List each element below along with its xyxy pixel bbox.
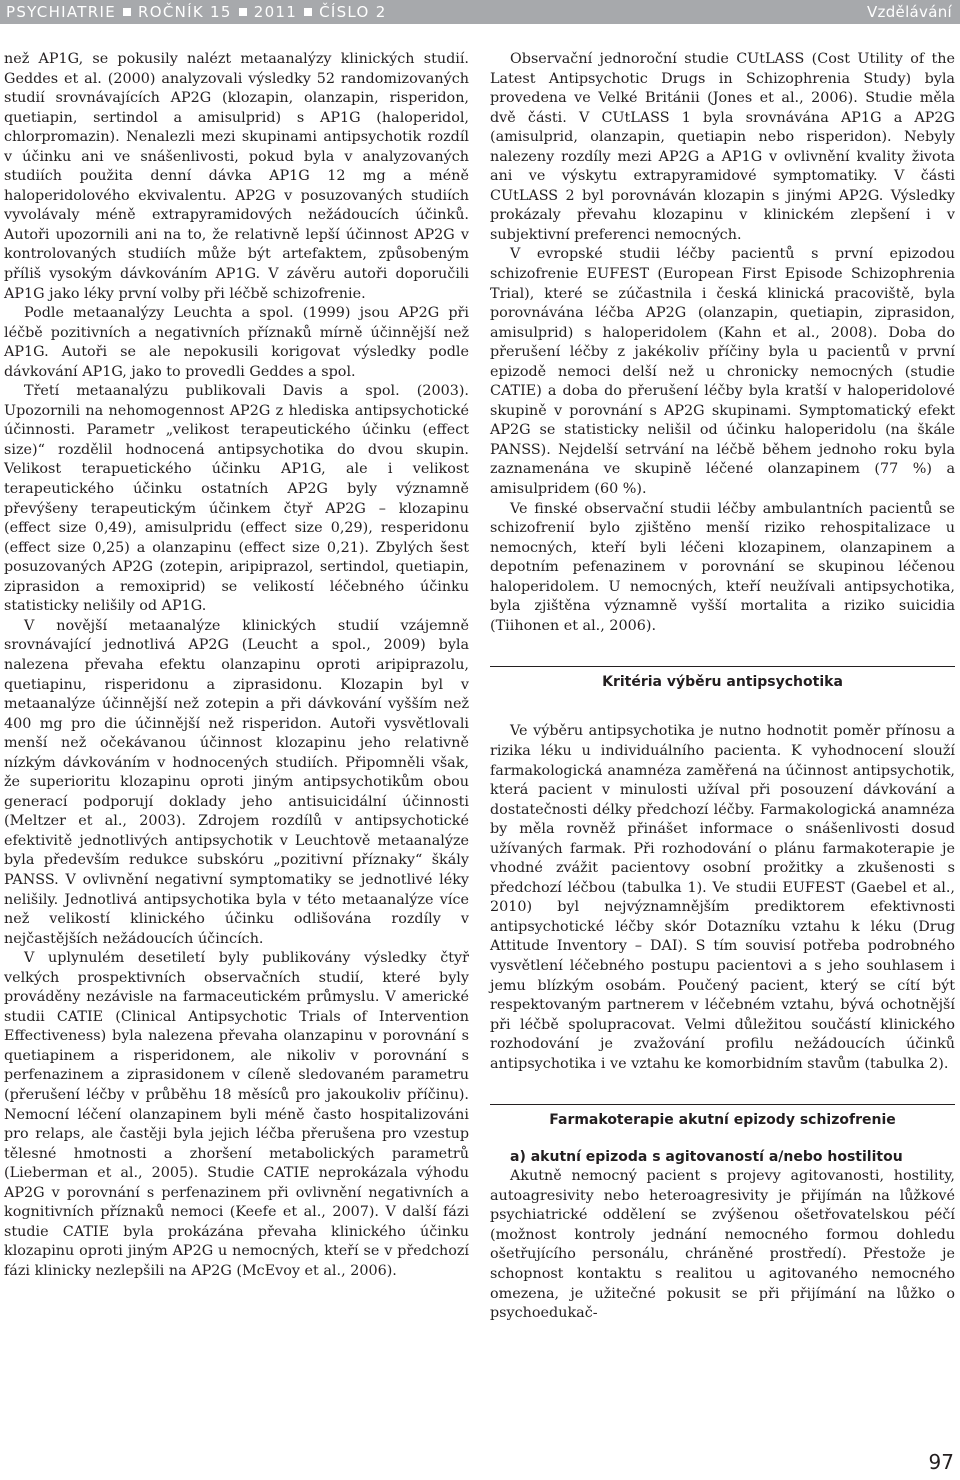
page-number: 97 bbox=[928, 1450, 954, 1474]
separator-square-icon bbox=[239, 8, 247, 16]
left-column bbox=[4, 50, 469, 1281]
section-heading: Farmakoterapie akutní epizody schizofrenie bbox=[549, 1112, 896, 1129]
journal-name: PSYCHIATRIE bbox=[6, 3, 116, 21]
right-column bbox=[490, 50, 955, 1324]
running-header bbox=[0, 0, 960, 24]
section-rule bbox=[490, 1104, 955, 1105]
journal-volume: ROČNÍK 15 bbox=[137, 3, 232, 21]
paragraph: než AP1G, se pokusily nalézt metaanalýzy klinických studií. Geddes et al. (2000) analyzovali výsledky 52 randomizovaných studií srovnávajících AP2G (klozapin, olanzapin, risperidon, quetiapin, sertindol a amisulprid) s AP1G (haloperidol, chlorpromazin). Nenalezli mezi skupinami antipsychotik rozdíl v účinku ani ve snášenlivosti, pokud byla v analyzovaných studiích použita denní dávka AP1G 12 mg a méně haloperidolového ekvivalentu. AP2G v posuzovaných studiích vyvolávaly méně extrapyramidových nežádoucích účinků. Autoři upozornili ani na to, že relativně lepší účinnost AP2G v kontrolovaných studiích může být artefaktem, způsobeným příliš vysokým dávkováním AP1G. V závěru autoři doporučili AP1G jako léky první volby při léčbě schizofrenie. bbox=[4, 51, 469, 302]
journal-year: 2011 bbox=[253, 3, 298, 21]
journal-info bbox=[6, 3, 387, 21]
paragraph: Ve výběru antipsychotika je nutno hodnotit poměr přínosu a rizika léku u individuálního pacienta. K vyhodnocení slouží farmakologická anamnéza zaměřená na účinnost antipsychotik, která pacient v minulosti užíval při posouzení dávkování a dostatečnosti délky předchozí léčby. Farmakologická anamnéza by měla rovněž přinášet informace o snášenlivosti dosud užívaných farmak. Při rozhodování o plánu farmakoterapie je vhodné zvážit pacientovy osobní prožitky a zkušenosti s předchozí léčbou (tabulka 1). Ve studii EUFEST (Gaebel et al., 2010) byl nejvýznamnějším prediktorem efektivnosti antipsychotické léčby skór Dotazníku vztahu k léku (Drug Attitude Inventory – DAI). S tím souvisí potřeba podrobného vysvětlení léčebného postupu pacientovi a s jeho souhlasem i jemu blízkým osobám. Poučený pacient, který se cítí být respektovaným partnerem v léčebném vztahu, bývá ochotnější při léčbě spolupracovat. Velmi důležitou součástí klinického rozhodování je zvažování profilu nežádoucích účinků antipsychotika i ve vztahu ke komorbidním stavům (tabulka 2). bbox=[490, 723, 955, 1072]
section-rule bbox=[490, 666, 955, 667]
paragraph: Podle metaanalýzy Leuchta a spol. (1999) jsou AP2G při léčbě pozitivních a negativních příznaků mírně účinnější než AP1G. Autoři se ale nepokusili korigovat výsledky podle dávkování AP1G, jako to provedli Geddes a spol. bbox=[4, 305, 469, 380]
journal-issue: ČÍSLO 2 bbox=[319, 3, 387, 21]
paragraph: V evropské studii léčby pacientů s první epizodou schizofrenie EUFEST (European First Episode Schizophrenia Trial), které se zúčastnila i česká klinická pracoviště, byla porovnávána léčba AP2G (olanzapin, quetiapin, ziprasidon, amisulprid) s haloperidolem (Kahn et al., 2008). Doba do přerušení léčby z jakékoliv příčiny byla u pacientů v první epizodě nemoci delší než u chronicky nemocných (studie CATIE) a doba do přerušení léčby byla kratší v haloperidolové skupině v porovnání s AP2G skupinami. Symptomatický efekt AP2G se statisticky nelišil od účinku haloperidolu (na škále PANSS). Nejdelší setrvání na léčbě během jednoho roku byla zaznamenána ve skupině léčené olanzapinem (77 %) a amisulpridem (60 %). bbox=[490, 246, 955, 498]
paragraph: Akutně nemocný pacient s projevy agitovanosti, hostility, autoagresivity nebo heteroagresivity je přijímán na lůžkové psychiatrické oddělení se zvýšenou ošetřovatelskou péčí (možnost kontroly jednání nemocného formou dohledu ošetřujícího personálu, chráněné prostředí). Přestože je schopnost kontaktu s realitou u agitovaného nemocného omezena, je užitečné pokusit se při přijímání na lůžko o psychoedukač- bbox=[490, 1168, 955, 1322]
separator-square-icon bbox=[123, 8, 131, 16]
paragraph: Třetí metaanalýzu publikovali Davis a spol. (2003). Upozornili na nehomogennost AP2G z hlediska antipsychotické účinnosti. Parametr „velikost terapeutického účinku (effect size)“ rozdělil hodnocená antipsychotika do dvou skupin. Velikost terapuetického účinku AP1G, ale i velikost terapeutického účinku ostatních AP2G byly významně převýšeny terapeutickým účinkem čtyř AP2G – klozapinu (effect size 0,49), amisulpridu (effect size 0,29), resperidonu (effect size 0,25) a olanzapinu (effect size 0,21). Zbylých šest posuzovaných AP2G (zotepin, aripiprazol, sertindol, quetiapin, ziprasidon a remoxiprid) se velikostí léčebného účinku statisticky nelišily od AP1G. bbox=[4, 383, 469, 615]
section-heading: Kritéria výběru antipsychotika bbox=[602, 674, 843, 691]
subsection-heading: a) akutní epizoda s agitovaností a/nebo hostilitou bbox=[510, 1149, 903, 1166]
paragraph: V novější metaanalýze klinických studií vzájemně srovnávající jednotlivá AP2G (Leucht a spol., 2009) byla nalezena převaha efektu olanzapinu oproti aripiprazolu, quetiapinu, risperidonu a ziprasidonu. Klozapin byl v metaanalýze účinnější než zotepin a při dávkování vyšším než 400 mg pro die účinnější než risperidon. Autoři vysvětlovali menší než očekávanou účinnost klozapinu jeho relativně nízkým dávkováním v hodnocených studiích. Připomněli však, že superioritu klozapinu oproti jiným antipsychotikům obou generací podporují doklady jeho antisuicidální účinnosti (Meltzer et al., 2003). Zdrojem rozdílů v antipsychotické efektivitě jednotlivých antipsychotik v Leuchtově metaanalýze byla především redukce subskóru „pozitivní příznaky“ škály PANSS. V ovlivnění negativní symptomatiky se jednotlivé léky nelišily. Jednotlivá antipsychotika byla v této metaanalýze více než velikostí klinického účinku odlišována rozdíly v nejčastějších nežádoucích účincích. bbox=[4, 617, 469, 947]
paragraph: Observační jednoroční studie CUtLASS (Cost Utility of the Latest Antipsychotic Drugs in Schizophrenia Study) byla provedena ve Velké Británii (Jones et al., 2006). Studie měla dvě části. V CUtLASS 1 byla srovnávána AP1G a AP2G (amisulprid, olanzapin, quetiapin nebo risperidon). Nebyly nalezeny rozdíly mezi AP2G a AP1G v ovlivnění kvality života ani ve výskytu extrapyramidové symptomatiky. V části CUtLASS 2 byl porovnáván klozapin s jinými AP2G. Výsledky prokázaly převahu klozapinu v klinickém zlepšení i v subjektivní preferenci nemocných. bbox=[490, 51, 955, 243]
separator-square-icon bbox=[304, 8, 312, 16]
paragraph: V uplynulém desetiletí byly publikovány výsledky čtyř velkých prospektivních observačních studií, které byly prováděny nezávisle na farmaceutickém průmyslu. V americké studii CATIE (Clinical Antipsychotic Trials of Intervention Effectiveness) byla nalezena převaha olanzapinu v porovnání s quetiapinem a risperidonem, ale nikoliv v porovnání s perfenazinem a ziprasidonem v cíleně sledovaném parametru (přerušení léčby v průběhu 18 měsíců pro jakoukoliv příčinu). Nemocní léčení olanzapinem byli méně často hospitalizováni pro relaps, ale častěji byla jejich léčba přerušena pro vzestup tělesné hmotnosti a zhoršení metabolických parametrů (Lieberman et al., 2005). Studie CATIE neprokázala výhodu AP2G v porovnání s perfenazinem při ovlivnění negativních a kognitivních příznaků nemoci (Keefe et al., 2007). V další fázi studie CATIE byla prokázána převaha klinického účinku klozapinu oproti jiným AP2G u nemocných, kteří se v předchozí fázi klinicky nezlepšili na AP2G (McEvoy et al., 2006). bbox=[4, 950, 469, 1279]
paragraph: Ve finské observační studii léčby ambulantních pacientů se schizofrenií bylo zjištěno menší riziko rehospitalizace u nemocných, kteří byli léčeni klozapinem, olanzapinem a depotním pefenazinem v porovnání se skupinou léčenou haloperidolem. U nemocných, kteří neužívali antipsychotika, byla zjištěna významně vyšší mortalita a riziko suicidia (Tiihonen et al., 2006). bbox=[490, 500, 955, 634]
section-name: Vzdělávání bbox=[867, 3, 952, 21]
